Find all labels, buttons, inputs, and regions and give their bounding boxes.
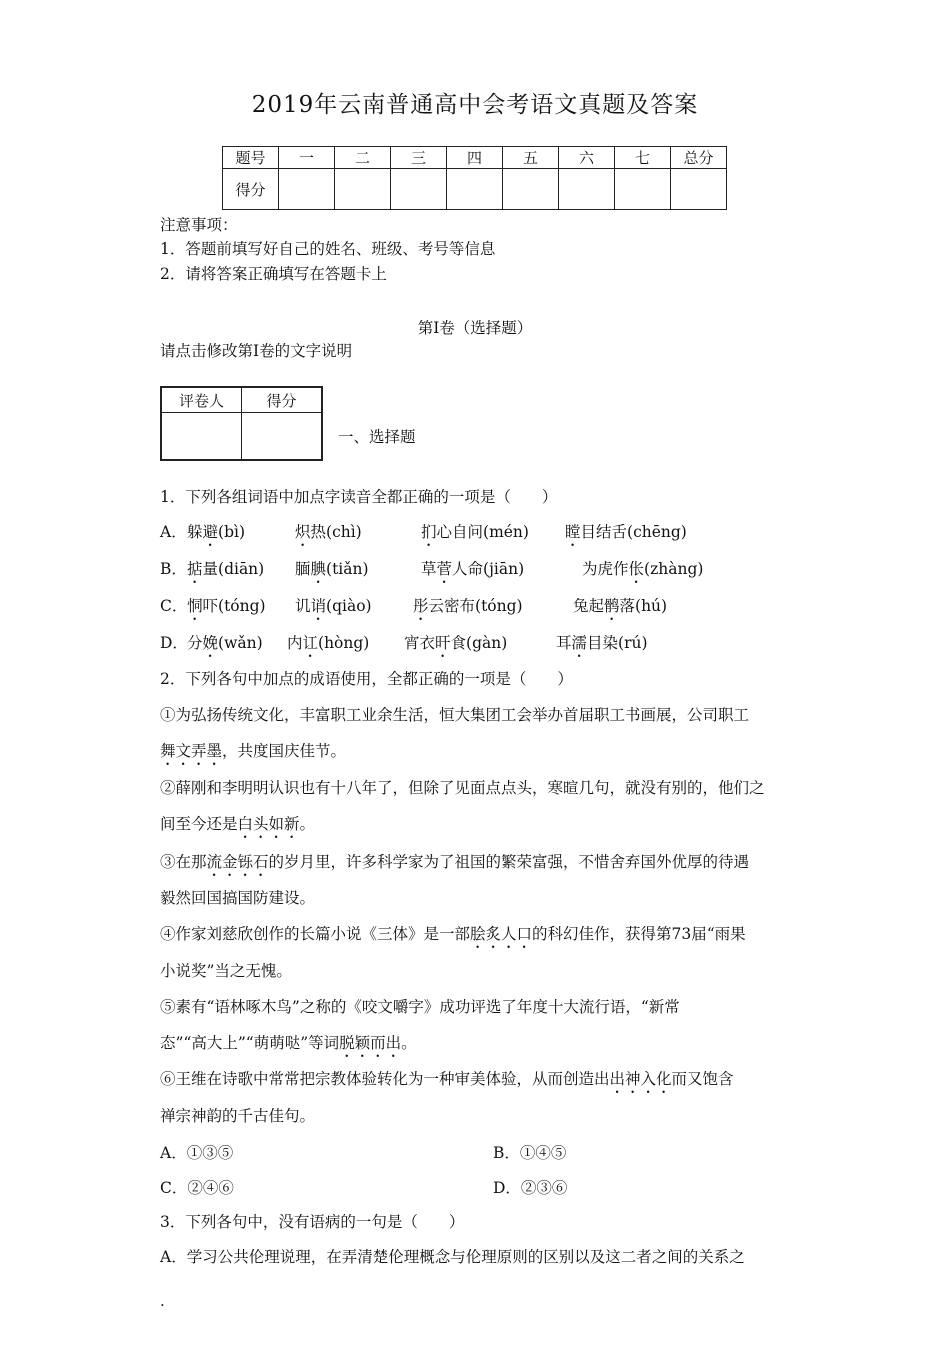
score-cell [503, 169, 559, 210]
grader-cell [242, 413, 323, 461]
sentence-4-line-1: ④作家刘慈欣创作的长篇小说《三体》是一部脍炙人口的科幻佳作，获得第73届“雨果 [160, 925, 746, 943]
sentence-6-line-1: ⑥王维在诗歌中常常把宗教体验转化为一种审美体验，从而创造出出神入化而又饱含 [160, 1070, 734, 1088]
sentence-3-line-1: ③在那流金铄石的岁月里，许多科学家为了祖国的繁荣富强，不惜舍弃国外优厚的待遇 [160, 853, 750, 871]
score-table-score-row [223, 169, 727, 210]
sentence-1-line-2: 舞文弄墨，共度国庆佳节。 [160, 742, 347, 760]
grader-body-row [161, 413, 322, 461]
option-word: 宵衣旰食(gàn) [404, 634, 508, 652]
score-header-cell: 七 [615, 147, 671, 169]
score-header-cell: 三 [391, 147, 447, 169]
score-cell [447, 169, 503, 210]
q2-choice-d: D．②③⑥ [493, 1179, 568, 1197]
score-cell [279, 169, 335, 210]
score-cell [335, 169, 391, 210]
score-table [222, 146, 727, 210]
score-cell [671, 169, 727, 210]
page-title: 2019年云南普通高中会考语文真题及答案 [251, 92, 699, 118]
option-word: 掂量(diān) [187, 560, 265, 578]
score-header-cell: 一 [279, 147, 335, 169]
option-word: 恫吓(tóng) [187, 597, 266, 615]
score-cell [559, 169, 615, 210]
option-word: 腼腆(tiǎn) [295, 560, 369, 578]
q3-option-a: A．学习公共伦理说理，在弄清楚伦理概念与伦理原则的区别以及这二者之间的关系之 [160, 1248, 745, 1266]
option-word: 内讧(hòng) [287, 634, 370, 652]
sentence-2-line-1: ②薛刚和李明明认识也有十八年了，但除了见面点点头，寒暄几句，就没有别的，他们之 [160, 779, 765, 797]
score-header-cell: 四 [447, 147, 503, 169]
q2-choice-b: B．①④⑤ [493, 1144, 567, 1162]
option-word: 彤云密布(tóng) [413, 597, 523, 615]
score-header-cell: 二 [335, 147, 391, 169]
option-word: 为虎作伥(zhàng) [582, 560, 704, 578]
option-label: A． [160, 523, 187, 541]
option-label: D． [160, 634, 188, 652]
section-title: 第I卷（选择题） [417, 319, 533, 337]
option-word: 躲避(bì) [187, 523, 246, 541]
option-label: C． [160, 597, 188, 615]
grader-table [160, 386, 323, 461]
grader-cell [161, 413, 242, 461]
score-header-cell: 五 [503, 147, 559, 169]
part-title: 一、选择题 [338, 428, 416, 446]
sentence-2-line-2: 间至今还是白头如新。 [160, 815, 316, 833]
sentence-4-line-2: 小说奖”当之无愧。 [160, 962, 292, 980]
grader-header-row [161, 387, 322, 413]
sentence-5-line-1: ⑤素有“语林啄木鸟”之称的《咬文嚼字》成功评选了年度十大流行语，“新常 [160, 998, 680, 1016]
footer-mark: . [160, 1292, 165, 1310]
note-item: 2．请将答案正确填写在答题卡上 [160, 265, 387, 283]
option-word: 讥诮(qiào) [295, 597, 372, 615]
sentence-3-line-2: 毅然回国搞国防建设。 [160, 889, 316, 907]
question-1-stem: 1．下列各组词语中加点字读音全都正确的一项是（ ） [160, 488, 558, 506]
option-word: 分娩(wǎn) [187, 634, 263, 652]
sentence-6-line-2: 禅宗神韵的千古佳句。 [160, 1107, 316, 1125]
score-header-cell: 六 [559, 147, 615, 169]
q2-choice-c: C．②④⑥ [160, 1179, 234, 1197]
option-label: B． [160, 560, 187, 578]
q2-choice-a: A．①③⑤ [160, 1144, 234, 1162]
option-word: 炽热(chì) [295, 523, 362, 541]
note-item: 1．答题前填写好自己的姓名、班级、考号等信息 [160, 240, 496, 258]
score-cell [391, 169, 447, 210]
sentence-1-line-1: ①为弘扬传统文化，丰富职工业余生活，恒大集团工会举办首届职工书画展，公司职工 [160, 706, 750, 724]
score-row-label: 得分 [223, 169, 279, 210]
option-word: 瞠目结舌(chēng) [565, 523, 687, 541]
option-word: 兔起鹘落(hú) [573, 597, 668, 615]
section-description: 请点击修改第I卷的文字说明 [160, 342, 353, 360]
grader-header-cell: 评卷人 [161, 387, 242, 413]
score-header-cell: 总分 [671, 147, 727, 169]
option-word: 草菅人命(jiān) [421, 560, 525, 578]
sentence-5-line-2: 态”“高大上”“萌萌哒”等词脱颖而出。 [160, 1034, 417, 1052]
score-cell [615, 169, 671, 210]
question-2-stem: 2．下列各句中加点的成语使用，全都正确的一项是（ ） [160, 670, 573, 688]
question-3-stem: 3．下列各句中，没有语病的一句是（ ） [160, 1213, 465, 1231]
option-word: 耳濡目染(rú) [556, 634, 648, 652]
score-header-cell: 题号 [223, 147, 279, 169]
grader-header-cell: 得分 [242, 387, 323, 413]
score-table-header-row [223, 147, 727, 169]
notes-heading: 注意事项： [160, 216, 238, 234]
option-word: 扪心自问(mén) [421, 523, 529, 541]
